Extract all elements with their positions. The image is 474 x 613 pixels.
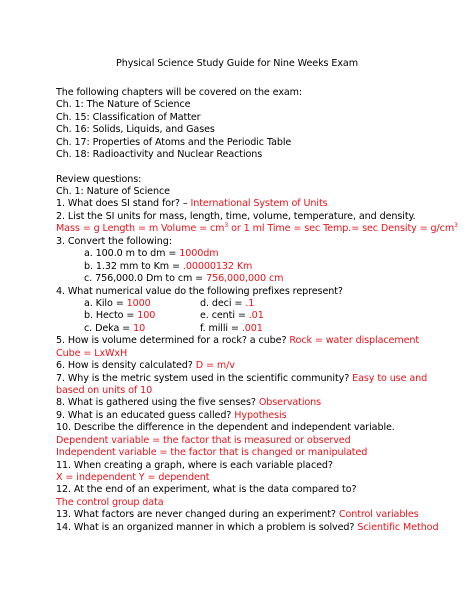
question-text: d. deci = (200, 298, 246, 309)
question-6 (56, 360, 235, 372)
question-10: 10. Describe the difference in the dependent and independent variable. (56, 422, 395, 433)
superscript: 3 (224, 222, 229, 229)
question-2: 2. List the SI units for mass, length, time, volume, temperature, and density. (56, 211, 416, 222)
answer-text: 1000 (126, 298, 151, 309)
answer-text: Scientific Method (357, 522, 439, 533)
question-text: 9. What is an educated guess called? (56, 410, 235, 421)
answer-text: .00000132 Km (182, 261, 253, 272)
answer-text: 10 (133, 323, 146, 334)
question-11: 11. When creating a graph, where is each variable placed? (56, 460, 333, 471)
superscript: 3 (454, 222, 458, 229)
answer-text: or 1 ml Time = sec Temp.= sec Density = g/cm (228, 223, 455, 234)
answer-text: 756,000,000 cm (206, 273, 284, 284)
answer-5-cube: Cube = LxWxH (56, 348, 128, 359)
chapters-intro: The following chapters will be covered on the exam: (56, 87, 303, 98)
question-4d (200, 298, 254, 310)
question-3b (84, 261, 252, 273)
answer-text: D = m/v (195, 360, 235, 371)
question-12: 12. At the end of an experiment, what is the data compared to? (56, 484, 357, 495)
question-14 (56, 522, 438, 534)
question-text: c. 756,000.0 Dm to cm = (84, 273, 207, 284)
question-3c (84, 273, 283, 285)
answer-7-cont: based on units of 10 (56, 385, 153, 396)
question-text: 7. Why is the metric system used in the scientific community? (56, 373, 353, 384)
question-7 (56, 373, 427, 385)
question-text: 1. What does SI stand for? – (56, 198, 191, 209)
answer-text: Easy to use and (352, 373, 428, 384)
answer-text: .1 (245, 298, 255, 309)
question-text: c. Deka = (84, 323, 134, 334)
review-chapter: Ch. 1: Nature of Science (56, 186, 170, 197)
question-4f (200, 323, 263, 335)
question-text: 5. How is volume determined for a rock? a cube? (56, 335, 290, 346)
question-5 (56, 335, 419, 347)
question-text: 8. What is gathered using the five senses? (56, 397, 259, 408)
question-text: b. 1.32 mm to Km = (84, 261, 183, 272)
question-4e (200, 310, 264, 322)
question-text: b. Hecto = (84, 310, 138, 321)
answer-10-independent: Independent variable = the factor that is changed or manipulated (56, 447, 368, 458)
review-heading: Review questions: (56, 174, 142, 185)
question-1 (56, 198, 328, 210)
chapter-item: Ch. 1: The Nature of Science (56, 99, 191, 110)
question-8 (56, 397, 321, 409)
answer-10-dependent: Dependent variable = the factor that is measured or observed (56, 435, 351, 446)
question-4c (84, 323, 145, 335)
answer-text: 1000dm (179, 248, 219, 259)
answer-text: Control variables (338, 509, 419, 520)
answer-text: 100 (137, 310, 156, 321)
question-text: 14. What is an organized manner in which a problem is solved? (56, 522, 358, 533)
question-13 (56, 509, 419, 521)
chapter-item: Ch. 18: Radioactivity and Nuclear Reactions (56, 149, 263, 160)
question-3a (84, 248, 219, 260)
question-text: f. milli = (200, 323, 242, 334)
question-text: 6. How is density calculated? (56, 360, 196, 371)
question-3: 3. Convert the following: (56, 236, 172, 247)
question-text: a. 100.0 m to dm = (84, 248, 180, 259)
question-text: 13. What factors are never changed during an experiment? (56, 509, 339, 520)
answer-text: Rock = water displacement (289, 335, 420, 346)
answer-text: .001 (241, 323, 263, 334)
question-4a (84, 298, 151, 310)
answer-text: Mass = g Length = m Volume = cm (56, 223, 225, 234)
question-4: 4. What numerical value do the following prefixes represent? (56, 286, 343, 297)
question-9 (56, 410, 287, 422)
answer-12: The control group data (56, 497, 164, 508)
chapter-item: Ch. 16: Solids, Liquids, and Gases (56, 124, 215, 135)
question-text: e. centi = (200, 310, 249, 321)
question-text: a. Kilo = (84, 298, 127, 309)
page-title: Physical Science Study Guide for Nine Weeks Exam (116, 58, 358, 69)
question-4b (84, 310, 155, 322)
answer-text: .01 (248, 310, 264, 321)
chapter-item: Ch. 15: Classification of Matter (56, 112, 201, 123)
answer-text: Observations (258, 397, 322, 408)
answer-text: International System of Units (190, 198, 328, 209)
answer-2 (56, 223, 458, 235)
chapter-item: Ch. 17: Properties of Atoms and the Periodic Table (56, 137, 292, 148)
answer-text: Hypothesis (234, 410, 287, 421)
answer-11: X = independent Y = dependent (56, 472, 210, 483)
